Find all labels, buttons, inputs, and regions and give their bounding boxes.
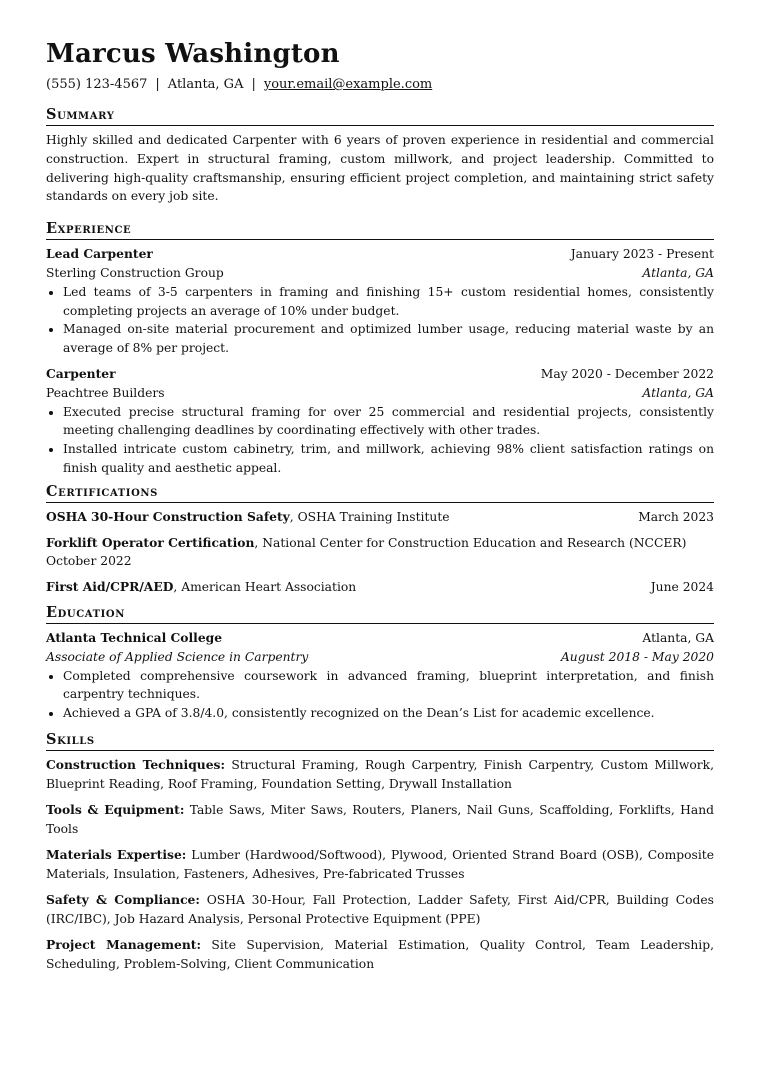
cert-date: October 2022 [46, 554, 132, 569]
certification-entry [46, 534, 714, 572]
school-location: Atlanta, GA [642, 630, 714, 645]
cert-issuer: , American Heart Association [173, 580, 357, 595]
certifications-section [46, 483, 714, 597]
section-title-certifications: Certifications [46, 483, 714, 503]
job-company: Peachtree Builders [46, 385, 165, 400]
skill-text: Table Saws, Miter Saws, Routers, Planers, Nail Guns, Scaffolding, Forklifts, Hand Tools [46, 803, 714, 836]
resume-page [46, 38, 714, 981]
job-entry [46, 245, 714, 358]
skill-entry [46, 756, 714, 794]
bullet-item: • Achieved a GPA of 3.8/4.0, consistently recognized on the Dean’s List for academic excellence. [63, 704, 714, 723]
section-title-experience: Experience [46, 220, 714, 240]
skill-label: Materials Expertise: [46, 847, 187, 863]
separator: | [251, 77, 256, 92]
cert-date: June 2024 [650, 580, 714, 595]
school-name: Atlanta Technical College [46, 629, 223, 645]
phone-number: (555) 123-4567 [46, 77, 148, 92]
education-section [46, 604, 714, 723]
cert-issuer: , National Center for Construction Education and Research (NCCER) [254, 535, 687, 550]
skill-label: Construction Techniques: [46, 756, 226, 772]
degree-name: Associate of Applied Science in Carpentry [46, 649, 309, 664]
job-company: Sterling Construction Group [46, 265, 224, 280]
contact-location: Atlanta, GA [167, 77, 244, 92]
skill-label: Safety & Compliance: [46, 892, 200, 908]
section-title-summary: Summary [46, 106, 714, 126]
bullet-item: • Led teams of 3-5 carpenters in framing and finishing 15+ custom residential homes, consistently completing projects an average of 10% under budget. [63, 283, 714, 321]
section-title-skills: Skills [46, 731, 714, 751]
skills-section [46, 731, 714, 974]
experience-section [46, 220, 714, 478]
cert-name: OSHA 30-Hour Construction Safety [46, 508, 290, 524]
skill-text: Site Supervision, Material Estimation, Quality Control, Team Leadership, Scheduling, Problem-Solving, Client Communication [46, 938, 714, 972]
job-location: Atlanta, GA [642, 385, 714, 400]
contact-line [46, 76, 714, 94]
bullet-item: • Installed intricate custom cabinetry, trim, and millwork, achieving 98% client satisfaction ratings on finish quality and aesthetic appeal. [63, 440, 714, 478]
skill-text: OSHA 30-Hour, Fall Protection, Ladder Safety, First Aid/CPR, Building Codes (IRC/IBC), Job Hazard Analysis, Personal Protective Equipment (PPE) [46, 893, 714, 926]
section-title-education: Education [46, 604, 714, 624]
job-bullets [46, 403, 714, 478]
bullet-item: • Managed on-site material procurement and optimized lumber usage, reducing material waste by an average of 8% per project. [63, 320, 714, 358]
skill-entry [46, 846, 714, 884]
skill-entry [46, 936, 714, 974]
job-entry [46, 365, 714, 478]
cert-issuer: , OSHA Training Institute [289, 509, 450, 524]
job-role: Lead Carpenter [46, 246, 153, 262]
candidate-name: Marcus Washington [46, 39, 340, 69]
skill-entry [46, 891, 714, 929]
separator: | [155, 77, 160, 92]
skill-text: Lumber (Hardwood/Softwood), Plywood, Oriented Strand Board (OSB), Composite Materials, Insulation, Fasteners, Adhesives, Pre-fabricated Trusses [46, 848, 714, 881]
skill-label: Tools & Equipment: [46, 802, 185, 818]
job-location: Atlanta, GA [642, 265, 714, 280]
skill-text: Structural Framing, Rough Carpentry, Finish Carpentry, Custom Millwork, Blueprint Reading, Roof Framing, Foundation Setting, Drywall Installation [46, 757, 714, 791]
summary-text: Highly skilled and dedicated Carpenter with 6 years of proven experience in residential and commercial construction. Expert in structural framing, custom millwork, and project leadership. Committed to delivering high-quality craftsmanship, ensuring efficient project completion, and maintaining strict safety standards on every job site. [46, 133, 714, 204]
job-dates: May 2020 - December 2022 [540, 366, 714, 381]
cert-date: March 2023 [638, 509, 714, 524]
cert-name: Forklift Operator Certification [46, 534, 255, 550]
job-bullets [46, 283, 714, 358]
education-bullets [46, 667, 714, 723]
skill-entry [46, 801, 714, 839]
summary-section [46, 106, 714, 206]
skill-label: Project Management: [46, 937, 202, 953]
job-role: Carpenter [46, 365, 116, 381]
cert-name: First Aid/CPR/AED [46, 579, 174, 595]
bullet-item: • Executed precise structural framing for over 25 commercial and residential projects, consistently meeting challenging deadlines by coordinating effectively with other trades. [63, 403, 714, 441]
email-link[interactable]: your.email@example.com [263, 77, 433, 92]
certification-entry [46, 578, 714, 597]
bullet-item: • Completed comprehensive coursework in advanced framing, blueprint interpretation, and finish carpentry techniques. [63, 667, 714, 705]
certification-entry [46, 508, 714, 527]
education-dates: August 2018 - May 2020 [560, 649, 714, 664]
job-dates: January 2023 - Present [570, 247, 714, 262]
